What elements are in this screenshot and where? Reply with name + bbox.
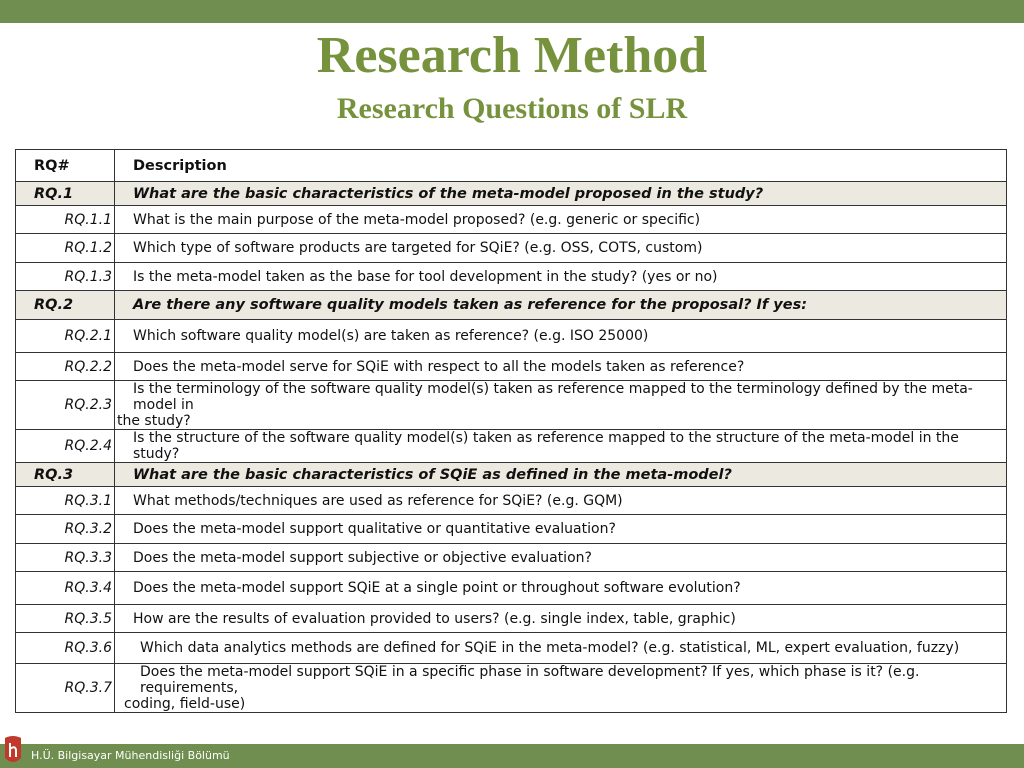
table-row — [16, 515, 1007, 544]
rq-text — [115, 381, 1007, 430]
table-row — [16, 430, 1007, 463]
rq-id: RQ.2 — [16, 291, 115, 320]
rq-section-row — [16, 182, 1007, 206]
table-row — [16, 263, 1007, 291]
rq-id: RQ.2.4 — [16, 430, 115, 463]
slide-subtitle: Research Questions of SLR — [336, 92, 688, 125]
table-row — [16, 633, 1007, 664]
rq-id: RQ.3 — [16, 463, 115, 487]
rq-text: How are the results of evaluation provided to users? (e.g. single index, table, graphic) — [115, 605, 1007, 633]
footer-text: H.Ü. Bilgisayar Mühendisliği Bölümü — [31, 749, 230, 762]
rq-section-row — [16, 291, 1007, 320]
research-questions-table — [15, 149, 1007, 713]
rq-text: What methods/techniques are used as reference for SQiE? (e.g. GQM) — [115, 487, 1007, 515]
rq-text: Does the meta-model support SQiE at a single point or throughout software evolution? — [115, 572, 1007, 605]
top-bar — [0, 0, 1024, 23]
rq-id: RQ.1.1 — [16, 206, 115, 234]
rq-id: RQ.3.2 — [16, 515, 115, 544]
rq-text: Which software quality model(s) are taken as reference? (e.g. ISO 25000) — [115, 320, 1007, 353]
table-row — [16, 381, 1007, 430]
rq-text — [115, 664, 1007, 713]
rq-id: RQ.3.5 — [16, 605, 115, 633]
table-row — [16, 353, 1007, 381]
footer-bar — [0, 744, 1024, 768]
rq-text-line: coding, field-use) — [124, 696, 246, 712]
rq-text: Does the meta-model serve for SQiE with respect to all the models taken as reference? — [115, 353, 1007, 381]
rq-text: Is the meta-model taken as the base for tool development in the study? (yes or no) — [115, 263, 1007, 291]
rq-text: Is the structure of the software quality model(s) taken as reference mapped to the structure of the meta-model in the study? — [115, 430, 1007, 463]
table-row — [16, 572, 1007, 605]
rq-text: What is the main purpose of the meta-model proposed? (e.g. generic or specific) — [115, 206, 1007, 234]
table-row — [16, 487, 1007, 515]
rq-id: RQ.1.2 — [16, 234, 115, 263]
header-id: RQ# — [16, 150, 115, 182]
rq-id: RQ.2.2 — [16, 353, 115, 381]
table-row — [16, 605, 1007, 633]
rq-text-line: the study? — [117, 413, 191, 429]
table-header-row — [16, 150, 1007, 182]
rq-text: Does the meta-model support subjective or objective evaluation? — [115, 544, 1007, 572]
rq-text: Which type of software products are targeted for SQiE? (e.g. OSS, COTS, custom) — [115, 234, 1007, 263]
table-row — [16, 544, 1007, 572]
rq-section-row — [16, 463, 1007, 487]
rq-text-line: Is the terminology of the software quality model(s) taken as reference mapped to the terminology defined by the meta-model in — [133, 381, 973, 413]
rq-text: Does the meta-model support qualitative or quantitative evaluation? — [115, 515, 1007, 544]
table-row — [16, 234, 1007, 263]
rq-id: RQ.3.1 — [16, 487, 115, 515]
header-description: Description — [115, 150, 1007, 182]
rq-id: RQ.2.3 — [16, 381, 115, 430]
university-logo-icon — [3, 734, 23, 766]
rq-text-line: Does the meta-model support SQiE in a specific phase in software development? If yes, which phase is it? (e.g. requirements, — [140, 664, 920, 696]
rq-id: RQ.2.1 — [16, 320, 115, 353]
rq-id: RQ.3.3 — [16, 544, 115, 572]
rq-text: Which data analytics methods are defined for SQiE in the meta-model? (e.g. statistical, ML, expert evaluation, fuzzy) — [115, 633, 1007, 664]
table-row — [16, 320, 1007, 353]
rq-id: RQ.1.3 — [16, 263, 115, 291]
rq-id: RQ.3.4 — [16, 572, 115, 605]
rq-text: What are the basic characteristics of SQiE as defined in the meta-model? — [115, 463, 1007, 487]
rq-text: What are the basic characteristics of the meta-model proposed in the study? — [115, 182, 1007, 206]
rq-id: RQ.3.7 — [16, 664, 115, 713]
slide-title: Research Method — [316, 27, 708, 84]
rq-id: RQ.1 — [16, 182, 115, 206]
table-row — [16, 664, 1007, 713]
rq-text: Are there any software quality models taken as reference for the proposal? If yes: — [115, 291, 1007, 320]
table-row — [16, 206, 1007, 234]
rq-id: RQ.3.6 — [16, 633, 115, 664]
